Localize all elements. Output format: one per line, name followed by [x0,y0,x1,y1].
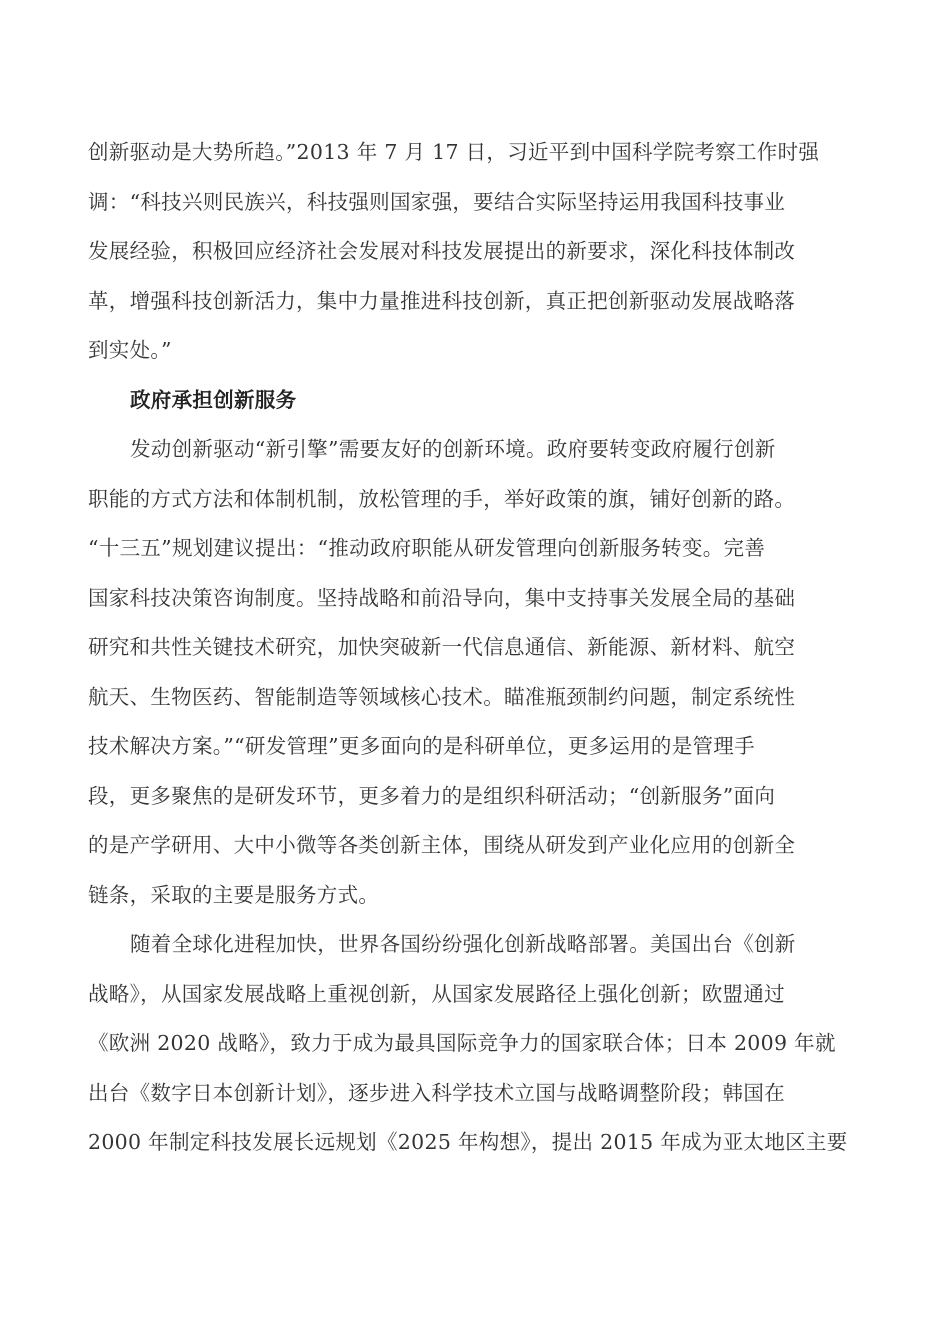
paragraph-line: 研究和共性关键技术研究，加快突破新一代信息通信、新能源、新材料、航空 [88,635,796,659]
section-heading-text: 政府承担创新服务 [130,387,297,412]
paragraph-line: 革，增强科技创新活力，集中力量推进科技创新，真正把创新驱动发展战略落 [88,288,796,313]
paragraph-line: 《欧洲 2020 战略》，致力于成为最具国际竞争力的国家联合体；日本 2009 年就 [88,1031,836,1055]
paragraph-2 [88,425,868,920]
paragraph-line: 国家科技决策咨询制度。坚持战略和前沿导向，集中支持事关发展全局的基础 [88,585,796,610]
paragraph-line: 航天、生物医药、智能制造等领域核心技术。瞄准瓶颈制约问题，制定系统性 [88,684,796,709]
section-heading [88,376,868,426]
paragraph-3 [88,920,868,1168]
paragraph-line: 段，更多聚焦的是研发环节，更多着力的是组织科研活动；“创新服务”面向 [88,783,776,808]
paragraph-line: 职能的方式方法和体制机制，放松管理的手，举好政策的旗，铺好创新的路。 [88,486,796,511]
paragraph-line: 发动创新驱动“新引擎”需要友好的创新环境。政府要转变政府履行创新 [130,437,776,461]
paragraph-line: 技术解决方案。”“研发管理”更多面向的是科研单位，更多运用的是管理手 [88,734,755,758]
paragraph-line: 调：“科技兴则民族兴，科技强则国家强，要结合实际坚持运用我国科技事业 [88,189,786,214]
paragraph-line: 出台《数字日本创新计划》，逐步进入科学技术立国与战略调整阶段；韩国在 [88,1080,785,1105]
paragraph-line: 创新驱动是大势所趋。”2013 年 7 月 17 日，习近平到中国科学院考察工作时强 [88,140,820,164]
document-body [88,128,868,1168]
paragraph-1 [88,128,868,376]
paragraph-line: 2000 年制定科技发展长远规划《2025 年构想》，提出 2015 年成为亚太地区主要 [88,1130,848,1154]
paragraph-line: 随着全球化进程加快，世界各国纷纷强化创新战略部署。美国出台《创新 [130,932,796,956]
paragraph-line: 链条，采取的主要是服务方式。 [88,882,380,907]
paragraph-line: 的是产学研用、大中小微等各类创新主体，围绕从研发到产业化应用的创新全 [88,833,796,857]
paragraph-line: 发展经验，积极回应经济社会发展对科技发展提出的新要求，深化科技体制改 [88,239,796,263]
paragraph-line: 到实处。” [88,338,172,362]
paragraph-line: 战略》，从国家发展战略上重视创新，从国家发展路径上强化创新；欧盟通过 [88,981,785,1006]
paragraph-line: “十三五”规划建议提出：“推动政府职能从研发管理向创新服务转变。完善 [88,536,766,560]
